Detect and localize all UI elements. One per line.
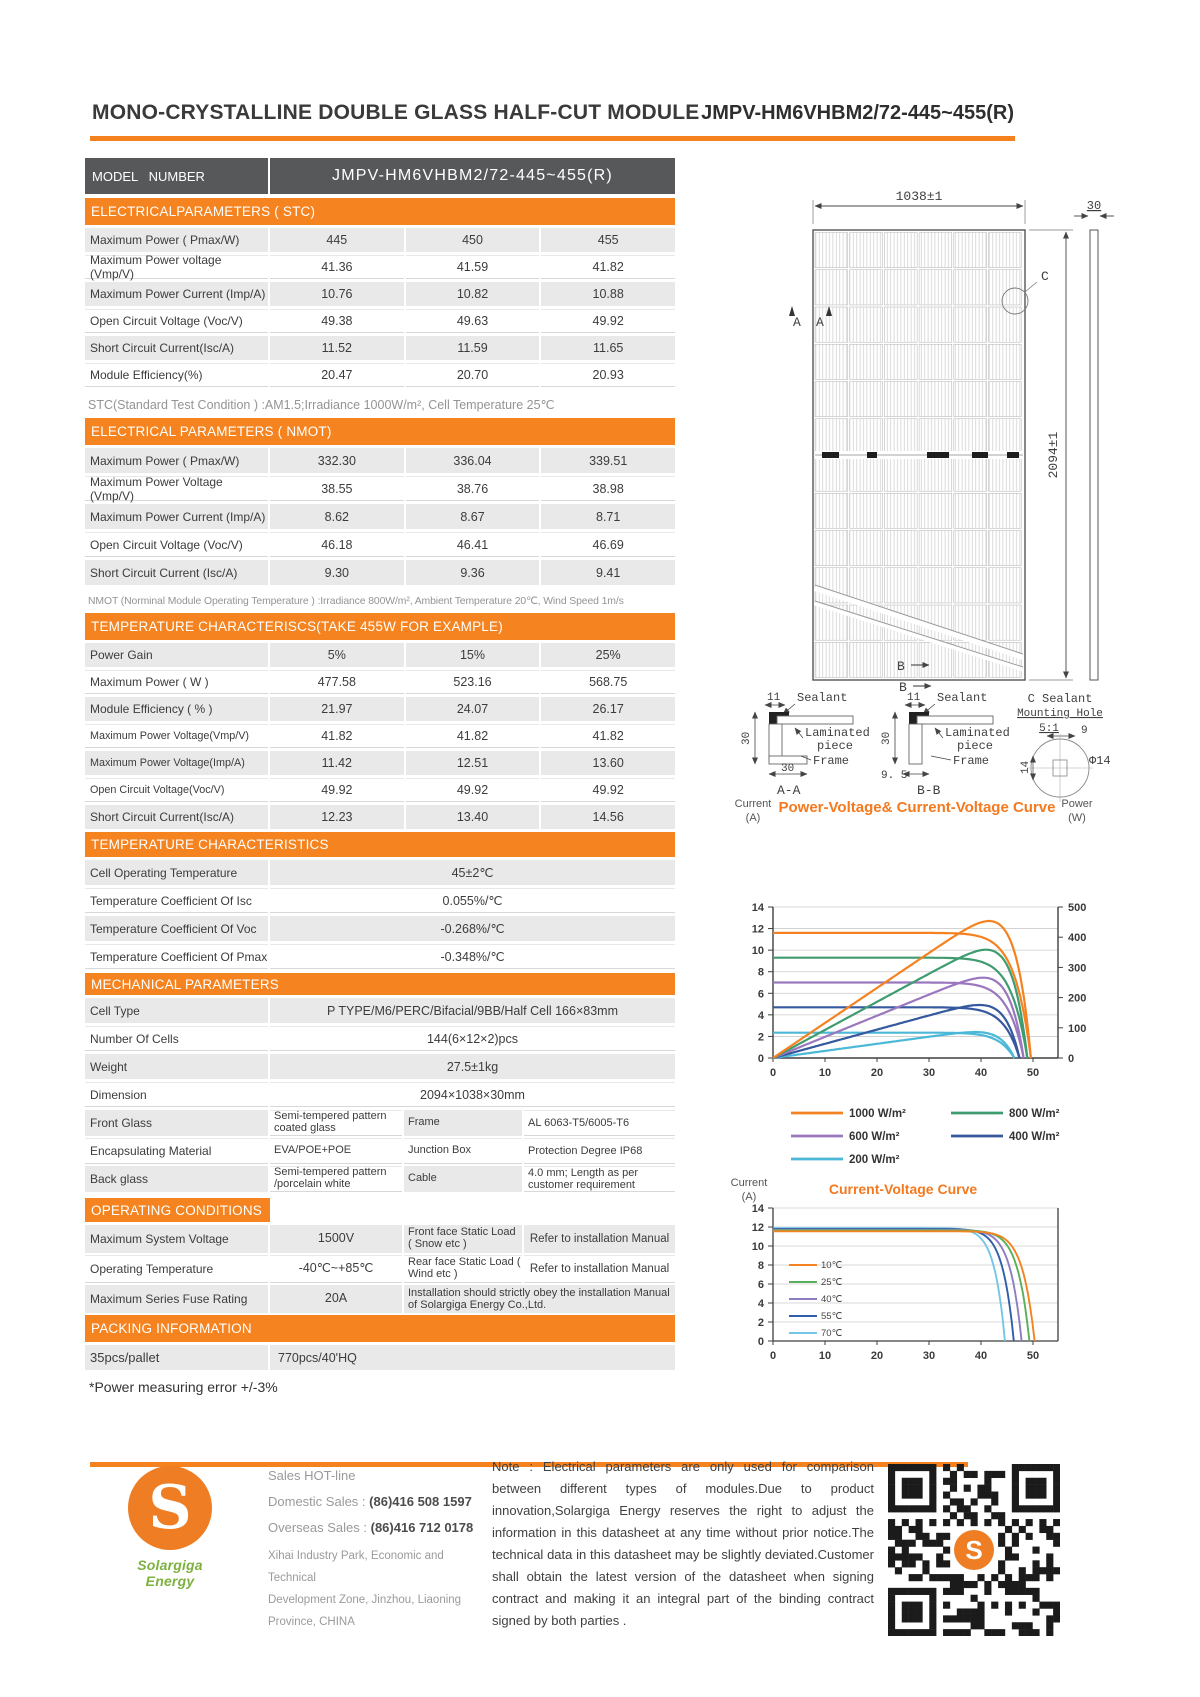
table-row [85, 888, 675, 913]
left-axis-title: Current [734, 798, 772, 810]
param-value: 41.82 [270, 724, 404, 748]
laminated-label: Laminated [945, 726, 1010, 740]
param-value: 25% [541, 643, 675, 667]
svg-text:14: 14 [751, 902, 764, 914]
stc-note: STC(Standard Test Condition ) :AM1.5;Irradiance 1000W/m², Cell Temperature 25℃ [88, 398, 555, 412]
param-value: 26.17 [541, 697, 675, 721]
param-value: P TYPE/M6/PERC/Bifacial/9BB/Half Cell 166×83mm [270, 998, 675, 1023]
table-row [85, 805, 675, 829]
svg-text:4: 4 [757, 1009, 764, 1022]
param-label: Weight [85, 1054, 268, 1079]
table-row [85, 1225, 675, 1253]
section-bb-detail [881, 691, 1010, 798]
param-value: 336.04 [406, 448, 540, 473]
section-bb-caption: B-B [917, 783, 941, 798]
svg-text:1000 W/m²: 1000 W/m² [849, 1108, 906, 1120]
section-aa-detail [741, 691, 870, 798]
dim-30: 30 [741, 731, 753, 745]
domestic-sales-label: Domestic Sales : [268, 1494, 370, 1509]
iv-temperature-chart [685, 1172, 1117, 1384]
table-row [85, 282, 675, 306]
laminated-label: piece [817, 739, 854, 753]
nmot-note: NMOT (Norminal Module Operating Temperature ) :Irradiance 800W/m², Ambient Temperature 20℃, Wind Speed 1m/s [88, 596, 624, 607]
param-label: Back glass [85, 1166, 268, 1192]
chart-title: Current-Voltage Curve [828, 1181, 978, 1197]
svg-text:10: 10 [818, 1350, 832, 1362]
param-label: Short Circuit Current (Isc/A) [85, 560, 268, 585]
svg-text:55℃: 55℃ [821, 1311, 843, 1322]
param-value: EVA/POE+POE [270, 1138, 402, 1164]
table-row [85, 916, 675, 941]
param-value: 20.93 [541, 363, 675, 387]
svg-text:100: 100 [1068, 1022, 1087, 1035]
param-label: Front Glass [85, 1110, 268, 1136]
param-value: 11.65 [541, 336, 675, 360]
param-value: 49.92 [270, 778, 404, 802]
table-row [85, 448, 675, 473]
table-row [85, 336, 675, 360]
sealant-label: Sealant [937, 691, 988, 705]
table-row [85, 1026, 675, 1051]
param-value: 523.16 [406, 670, 540, 694]
param-label: Open Circuit Voltage (Voc/V) [85, 532, 268, 557]
param-value: 24.07 [406, 697, 540, 721]
svg-text:40: 40 [974, 1067, 988, 1079]
param-value: 49.63 [406, 309, 540, 333]
dim-30-bottom: 30 [781, 763, 795, 775]
param-value: 4.0 mm; Length as per customer requirement [524, 1166, 675, 1192]
company-logo [122, 1466, 218, 1589]
dim-30: 30 [881, 731, 893, 745]
height-dimension: 2094±1 [1046, 431, 1061, 479]
param-label: Maximum Power ( Pmax/W) [85, 228, 268, 252]
param-value: 144(6×12×2)pcs [270, 1026, 675, 1051]
param-label: Temperature Coefficient Of Pmax [85, 944, 268, 969]
param-value: 11.59 [406, 336, 540, 360]
param-value: 38.55 [270, 476, 404, 501]
model-number-label: MODEL NUMBER [85, 158, 268, 194]
section-b-label: B [899, 680, 907, 695]
pv-iv-curve-chart [685, 795, 1117, 1175]
table-row [85, 1285, 675, 1313]
param-label: Maximum Power Voltage (Vmp/V) [85, 476, 268, 501]
svg-text:20: 20 [870, 1067, 884, 1079]
param-value: 15% [406, 643, 540, 667]
svg-text:30: 30 [922, 1067, 936, 1079]
table-row [85, 1110, 675, 1136]
param-value: 10.76 [270, 282, 404, 306]
table-row [85, 998, 675, 1023]
svg-text:12: 12 [751, 1222, 764, 1234]
table-row [85, 1166, 675, 1192]
module-technical-drawing [685, 160, 1117, 808]
right-axis-title: Power [1061, 798, 1093, 810]
param-label: Maximum Power voltage (Vmp/V) [85, 255, 268, 279]
param-value: 27.5±1kg [270, 1054, 675, 1079]
param-value: 20.70 [406, 363, 540, 387]
param-value: 41.82 [541, 724, 675, 748]
param-label: Maximum Power ( W ) [85, 670, 268, 694]
left-axis-title: Current [730, 1177, 768, 1189]
param-label: Number Of Cells [85, 1026, 268, 1051]
param-value: Refer to installation Manual [524, 1225, 675, 1253]
param-value: 14.56 [541, 805, 675, 829]
svg-text:50: 50 [1026, 1067, 1040, 1079]
domestic-sales-number: (86)416 508 1597 [369, 1494, 472, 1509]
param-label: Cell Type [85, 998, 268, 1023]
table-row [85, 1345, 675, 1370]
table-row [85, 255, 675, 279]
svg-text:800 W/m²: 800 W/m² [1009, 1108, 1060, 1120]
svg-text:40: 40 [974, 1350, 988, 1362]
param-value: 1500V [270, 1225, 402, 1253]
overseas-sales-line [268, 1520, 483, 1535]
param-value: 49.38 [270, 309, 404, 333]
logo-company-name: Solargiga Energy [137, 1557, 203, 1589]
svg-text:10: 10 [751, 945, 764, 958]
param-value: 445 [270, 228, 404, 252]
dim-11: 11 [907, 692, 921, 704]
param-label: Open Circuit Voltage (Voc/V) [85, 309, 268, 333]
frame-label: Frame [953, 754, 990, 768]
param-value: 9.41 [541, 560, 675, 585]
param-value: 38.76 [406, 476, 540, 501]
domestic-sales-line [268, 1494, 483, 1509]
logo-s-icon: S [128, 1466, 212, 1550]
svg-text:70℃: 70℃ [821, 1328, 843, 1339]
svg-text:6: 6 [757, 1279, 764, 1291]
table-row [85, 1082, 675, 1107]
param-label: Short Circuit Current(Isc/A) [85, 805, 268, 829]
param-value: 41.36 [270, 255, 404, 279]
table-row [85, 1054, 675, 1079]
svg-text:400: 400 [1068, 932, 1087, 945]
param-label: Maximum Power ( Pmax/W) [85, 448, 268, 473]
param-value: AL 6063-T5/6005-T6 [524, 1110, 675, 1136]
svg-text:2: 2 [757, 1031, 764, 1044]
svg-text:200 W/m²: 200 W/m² [849, 1154, 900, 1166]
param-value: 12.23 [270, 805, 404, 829]
svg-text:600 W/m²: 600 W/m² [849, 1131, 900, 1143]
param-label: Maximum Power Current (Imp/A) [85, 504, 268, 529]
svg-text:0: 0 [757, 1053, 764, 1065]
table-row [85, 724, 675, 748]
table-row [85, 532, 675, 557]
table-row [85, 778, 675, 802]
thickness-dimension: 30 [1086, 199, 1102, 213]
param-value: Installation should strictly obey the installation Manual of Solargiga Energy Co.,Ltd. [404, 1285, 675, 1313]
title-underline [90, 136, 1015, 141]
param-value: 21.97 [270, 697, 404, 721]
param-value: 13.60 [541, 751, 675, 775]
dim-phi14: Φ14 [1089, 754, 1111, 768]
frame-label: Frame [813, 754, 850, 768]
param-label: Module Efficiency ( % ) [85, 697, 268, 721]
svg-text:0: 0 [769, 1067, 777, 1079]
param-value: 20.47 [270, 363, 404, 387]
param-value: 568.75 [541, 670, 675, 694]
svg-text:50: 50 [1026, 1350, 1040, 1362]
svg-text:10: 10 [751, 1241, 764, 1253]
table-row [85, 670, 675, 694]
dim-9: 9 [1081, 725, 1088, 737]
param-value: 8.71 [541, 504, 675, 529]
overseas-sales-label: Overseas Sales : [268, 1520, 371, 1535]
param-value: 45±2℃ [270, 860, 675, 885]
param-label: Open Circuit Voltage(Voc/V) [85, 778, 268, 802]
table-row [85, 860, 675, 885]
param-value: 5% [270, 643, 404, 667]
section-b-label: B [897, 659, 905, 674]
param-label: Power Gain [85, 643, 268, 667]
param-value: 11.52 [270, 336, 404, 360]
section-aa-caption: A-A [777, 783, 801, 798]
param-value: 13.40 [406, 805, 540, 829]
svg-text:S: S [965, 1535, 983, 1565]
param-label: Cell Operating Temperature [85, 860, 268, 885]
svg-text:25℃: 25℃ [821, 1277, 843, 1288]
param-value: 8.62 [270, 504, 404, 529]
param-value: 38.98 [541, 476, 675, 501]
overseas-sales-number: (86)416 712 0178 [370, 1520, 474, 1535]
param-value: 10.88 [541, 282, 675, 306]
right-axis-title: (W) [1068, 812, 1086, 824]
table-row [85, 697, 675, 721]
left-axis-title: (A) [741, 1191, 757, 1203]
qr-code [888, 1464, 1060, 1636]
svg-text:0: 0 [757, 1336, 764, 1348]
param-value: 9.36 [406, 560, 540, 585]
model-number-value: JMPV-HM6VHBM2/72-445~455(R) [270, 158, 675, 194]
param-label: Maximum Power Voltage(Imp/A) [85, 751, 268, 775]
param-label: Module Efficiency(%) [85, 363, 268, 387]
param-value: 455 [541, 228, 675, 252]
address-line: Province, CHINA [268, 1615, 355, 1628]
model-number-row [85, 158, 675, 194]
param-label: Rear face Static Load ( Wind etc ) [404, 1255, 522, 1283]
param-value: 9.30 [270, 560, 404, 585]
param-value: Semi-tempered pattern coated glass [270, 1110, 402, 1136]
param-value: 450 [406, 228, 540, 252]
svg-text:500: 500 [1068, 902, 1087, 914]
table-row [85, 560, 675, 585]
param-value: 41.82 [541, 255, 675, 279]
svg-text:4: 4 [757, 1298, 764, 1310]
table-row [85, 504, 675, 529]
svg-text:40℃: 40℃ [821, 1294, 843, 1305]
svg-text:0: 0 [769, 1350, 777, 1362]
mounting-hole-detail [1017, 692, 1111, 802]
section-header-tempchar: TEMPERATURE CHARACTERISTICS [85, 832, 675, 857]
param-label: Front face Static Load ( Snow etc ) [404, 1225, 522, 1253]
packing-pallet: 35pcs/pallet [85, 1345, 268, 1370]
svg-text:10℃: 10℃ [821, 1260, 843, 1271]
param-value: 46.41 [406, 532, 540, 557]
table-row [85, 476, 675, 501]
section-a-label: A [793, 315, 801, 330]
param-value: 49.92 [541, 778, 675, 802]
param-value: 49.92 [541, 309, 675, 333]
svg-text:8: 8 [757, 1260, 764, 1272]
section-a-label: A [816, 315, 824, 330]
table-row [85, 1138, 675, 1164]
module-side-profile [1090, 230, 1098, 680]
param-value: 2094×1038×30mm [270, 1082, 675, 1107]
param-value: 20A [270, 1285, 402, 1313]
contact-block [268, 1468, 483, 1633]
param-value: -0.348%/℃ [270, 944, 675, 969]
param-label: Maximum Power Current (Imp/A) [85, 282, 268, 306]
table-row [85, 751, 675, 775]
svg-text:10: 10 [818, 1067, 832, 1079]
power-error-footnote: *Power measuring error +/-3% [89, 1379, 278, 1395]
param-value: Semi-tempered pattern /porcelain white [270, 1166, 402, 1192]
param-label: Junction Box [404, 1138, 522, 1164]
sealant-label: Sealant [797, 691, 848, 705]
section-header-packing: PACKING INFORMATION [85, 1315, 675, 1342]
page-header [92, 101, 1014, 125]
param-value: 10.82 [406, 282, 540, 306]
company-address [268, 1546, 483, 1633]
c-detail-subtitle: Mounting Hole [1017, 708, 1103, 720]
svg-text:14: 14 [751, 1203, 764, 1215]
svg-text:6: 6 [757, 988, 764, 1001]
svg-text:12: 12 [751, 923, 764, 936]
table-row [85, 944, 675, 969]
table-row [85, 228, 675, 252]
param-label: Cable [404, 1166, 522, 1192]
address-line: Development Zone, Jinzhou, Liaoning [268, 1593, 462, 1606]
parameter-tables [85, 158, 675, 1395]
svg-text:300: 300 [1068, 962, 1087, 975]
page-title-model: JMPV-HM6VHBM2/72-445~455(R) [701, 102, 1014, 124]
param-value: -0.268%/℃ [270, 916, 675, 941]
param-value: 0.055%/℃ [270, 888, 675, 913]
section-header-nmot: ELECTRICAL PARAMETERS ( NMOT) [85, 418, 675, 445]
param-value: 11.42 [270, 751, 404, 775]
param-value: 12.51 [406, 751, 540, 775]
param-label: Temperature Coefficient Of Isc [85, 888, 268, 913]
svg-text:20: 20 [870, 1350, 884, 1362]
param-value: 46.69 [541, 532, 675, 557]
section-header-mechanical: MECHANICAL PARAMETERS [85, 973, 675, 995]
param-label: Maximum Power Voltage(Vmp/V) [85, 724, 268, 748]
section-header-temp455: TEMPERATURE CHARACTERISCS(TAKE 455W FOR EXAMPLE) [85, 613, 675, 640]
c-detail-title: C Sealant [1027, 692, 1093, 706]
param-value: Refer to installation Manual [524, 1255, 675, 1283]
legal-note: Note : Electrical parameters are only used for comparison between different types of modules.Due to product innovation,Solargiga Energy reserves the right to adjust the information in this datasheet at any time without prior notice.The technical data in this datasheet may be slightly deviated.Customer shall obtain the latest version of the datasheet when signing contract and making it an integral part of the binding contract signed by both parties . [492, 1459, 874, 1628]
param-label: Frame [404, 1110, 522, 1136]
param-value: 477.58 [270, 670, 404, 694]
svg-text:200: 200 [1068, 992, 1087, 1005]
dim-11: 11 [767, 692, 781, 704]
param-label: Operating Temperature [85, 1255, 268, 1283]
param-value: 339.51 [541, 448, 675, 473]
svg-text:8: 8 [757, 966, 764, 979]
table-row [85, 1255, 675, 1283]
param-value: -40℃~+85℃ [270, 1255, 402, 1283]
c-callout-label: C [1041, 269, 1049, 284]
c-detail-scale: 5:1 [1039, 723, 1059, 735]
svg-text:30: 30 [922, 1350, 936, 1362]
packing-container: 770pcs/40'HQ [270, 1345, 675, 1370]
table-row [85, 363, 675, 387]
chart-title: Power-Voltage& Current-Voltage Curve [778, 799, 1056, 816]
param-label: Maximum System Voltage [85, 1225, 268, 1253]
page-title: MONO-CRYSTALLINE DOUBLE GLASS HALF-CUT MODULE [92, 101, 700, 124]
dim-14: 14 [1020, 760, 1032, 774]
param-value: 8.67 [406, 504, 540, 529]
param-value: 41.82 [406, 724, 540, 748]
width-dimension: 1038±1 [895, 189, 943, 204]
svg-text:400 W/m²: 400 W/m² [1009, 1131, 1060, 1143]
param-label: Maximum Series Fuse Rating [85, 1285, 268, 1313]
param-label: Short Circuit Current(Isc/A) [85, 336, 268, 360]
param-value: 46.18 [270, 532, 404, 557]
svg-text:2: 2 [757, 1317, 764, 1329]
param-value: 332.30 [270, 448, 404, 473]
laminated-label: piece [957, 739, 994, 753]
table-row [85, 309, 675, 333]
address-line: Xihai Industry Park, Economic and Technical [268, 1550, 444, 1584]
param-value: Protection Degree IP68 [524, 1138, 675, 1164]
table-row [85, 643, 675, 667]
param-label: Dimension [85, 1082, 268, 1107]
param-value: 49.92 [406, 778, 540, 802]
svg-text:0: 0 [1068, 1053, 1075, 1065]
section-header-stc: ELECTRICALPARAMETERS ( STC) [85, 198, 675, 225]
param-label: Temperature Coefficient Of Voc [85, 916, 268, 941]
section-header-operating: OPERATING CONDITIONS [85, 1198, 270, 1222]
sales-hotline-label: Sales HOT-line [268, 1468, 356, 1483]
param-value: 41.59 [406, 255, 540, 279]
dim-9-5: 9. 5 [881, 770, 908, 782]
laminated-label: Laminated [805, 726, 870, 740]
left-axis-title: (A) [745, 812, 761, 824]
param-label: Encapsulating Material [85, 1138, 268, 1164]
